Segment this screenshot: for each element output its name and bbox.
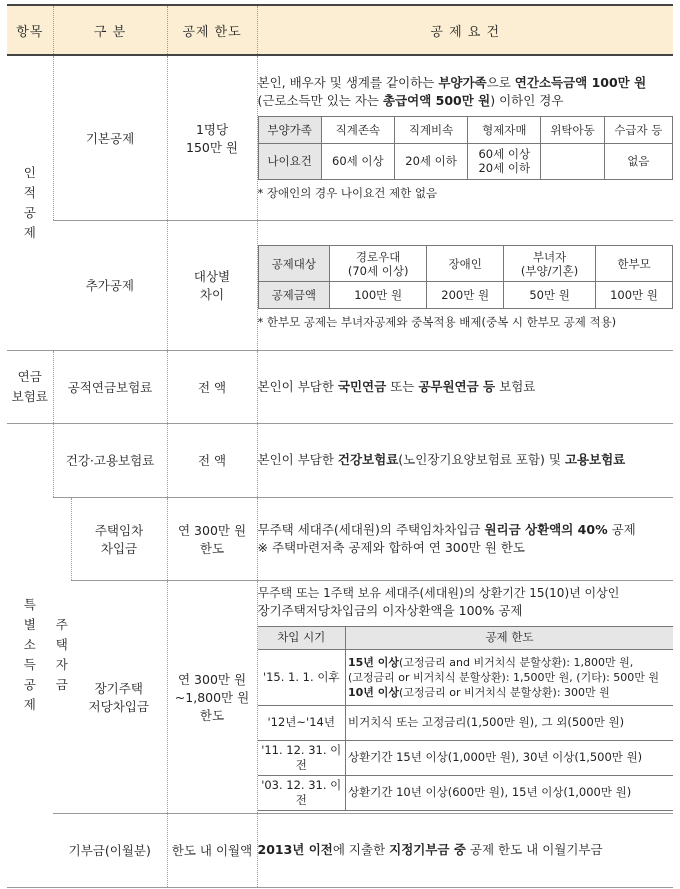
bold-text: 지정기부금 중: [389, 842, 466, 857]
housing-fund-label: [53, 497, 71, 813]
sub-header: 차입 시기: [258, 626, 346, 649]
bold-text: 연간소득금액 100만 원: [514, 74, 647, 90]
sub-header: 공제 한도: [346, 626, 674, 649]
category-donation: 기부금(이월분): [53, 813, 167, 887]
limit-cell: [346, 649, 674, 705]
text: 공제 한도 내 이월기부금: [465, 842, 603, 857]
category-line: 주택임차: [94, 522, 144, 538]
row-insurance: [7, 423, 673, 497]
limit-line: 연 300만 원: [177, 671, 247, 687]
limit-line: 한도: [199, 540, 225, 556]
requirement-line: 장기주택저당차입금의 이자상환액을 100% 공제: [257, 602, 523, 618]
text: 본인이 부담한: [257, 378, 338, 394]
limit-detail-line: [348, 670, 671, 685]
item-special-char: 득: [23, 657, 36, 672]
sub-header: 수급자 등: [604, 116, 672, 143]
bold-text: 국민연금: [337, 378, 387, 394]
item-personal: [7, 55, 53, 350]
text: 으로: [486, 74, 515, 90]
sub-label: 나이요건: [258, 143, 321, 179]
sub-header: 한부모: [596, 246, 673, 282]
limit-line: ~1,800만 원: [174, 689, 250, 705]
sub-header: 직계비속: [394, 116, 467, 143]
text: 또는: [386, 378, 419, 394]
category-line: 장기주택: [94, 680, 143, 696]
note: * 장애인의 경우 나이요건 제한 없음: [257, 185, 438, 200]
sub-header: 장애인: [427, 246, 504, 282]
period-cell: '15. 1. 1. 이후: [258, 649, 346, 705]
item-personal-char: 적: [23, 184, 36, 200]
requirement-line: [258, 92, 674, 110]
limit-line: 연 300만 원: [177, 522, 247, 538]
requirement-line: ※ 주택마련저축 공제와 합하여 연 300만 원 한도: [257, 539, 525, 555]
item-special-char: 소: [23, 637, 36, 652]
sub-header: 위탁아동: [541, 116, 604, 143]
limit-cell: 상환기간 10년 이상(600만 원), 15년 이상(1,000만 원): [346, 775, 674, 810]
text: 보험료: [495, 378, 536, 394]
requirement-extra: [257, 220, 673, 350]
item-special-char: 공: [23, 677, 36, 692]
bold-text: 15년 이상: [348, 655, 400, 669]
sub-header: 부양가족: [258, 116, 321, 143]
item-special-char: 특: [23, 597, 36, 612]
sub-cell: 없음: [604, 143, 672, 179]
text: (고정금리 or 비거치식 분할상환): 300만 원: [399, 685, 610, 699]
limit-detail-line: [348, 685, 671, 700]
sub-cell: 50만 원: [504, 282, 596, 309]
bold-text: 공무원연금 등: [418, 378, 496, 394]
item-special: [7, 423, 53, 887]
limit-basic: [167, 55, 257, 220]
dependent-age-table: [258, 116, 674, 180]
sub-header: 직계존속: [321, 116, 394, 143]
item-personal-char: 공: [23, 204, 36, 220]
category-line: 저당차입금: [88, 698, 149, 714]
row-basic-deduction: [7, 55, 673, 220]
header-item: 항목: [7, 5, 53, 55]
bold-text: 2013년 이전: [257, 842, 333, 857]
text: (노인장기요양보험료 포함) 및: [398, 452, 565, 467]
limit-line: 한도: [199, 707, 225, 723]
row-mortgage: [7, 580, 673, 813]
text: 공제: [607, 521, 636, 537]
bold-text: 10년 이상: [348, 685, 400, 699]
sub-cell: 100만 원: [596, 282, 673, 309]
category-line: 차입금: [100, 540, 138, 556]
deduction-table-page: [7, 4, 673, 888]
sub-header: 부녀자 (부양/기혼): [504, 246, 596, 282]
row-donation: [7, 813, 673, 887]
text: (근로소득만 있는 자는: [257, 92, 383, 108]
category-mortgage: [71, 580, 167, 813]
text: 무주택 세대주(세대원)의 주택임차차입금: [257, 521, 485, 537]
category-extra: 추가공제: [53, 220, 167, 350]
note: * 한부모 공제는 부녀자공제와 중복적용 배제(중복 시 한부모 공제 적용): [257, 315, 617, 329]
bold-text: 건강보험료: [337, 452, 399, 467]
limit-insurance: 전 액: [167, 423, 257, 497]
requirement-line: [258, 74, 674, 92]
bold-text: 원리금 상환액의 40%: [484, 521, 608, 537]
limit-pension: 전 액: [167, 350, 257, 423]
requirement-basic: [257, 55, 673, 220]
housing-label-char: 택: [55, 637, 68, 652]
requirement-insurance: [257, 423, 673, 497]
item-pension-line: 연금: [17, 368, 42, 384]
requirement-donation: [257, 813, 673, 887]
item-pension-line: 보험료: [11, 388, 48, 404]
housing-label-char: 금: [55, 677, 68, 692]
sub-cell: 100만 원: [330, 282, 427, 309]
requirement-mortgage: [257, 580, 673, 813]
mortgage-limit-table: [258, 626, 674, 811]
limit-cell: 상환기간 15년 이상(1,000만 원), 30년 이상(1,500만 원): [346, 740, 674, 775]
sub-label: 공제금액: [258, 282, 330, 309]
limit-line: 1명당: [195, 121, 229, 137]
sub-label: 공제대상: [258, 246, 330, 282]
table-header-row: [7, 5, 673, 55]
period-cell: '12년~'14년: [258, 705, 346, 740]
item-special-char: 제: [23, 697, 36, 712]
item-personal-char: 제: [23, 224, 36, 240]
sub-cell: 60세 이상 20세 이하: [468, 143, 541, 179]
bold-text: 부양가족: [438, 74, 487, 90]
deduction-table: [7, 4, 673, 888]
limit-donation: 한도 내 이월액: [167, 813, 257, 887]
text: 본인이 부담한: [257, 452, 338, 467]
limit-line: 150만 원: [186, 139, 238, 155]
limit-line: 차이: [199, 287, 225, 302]
item-special-char: 별: [23, 617, 36, 632]
category-pension: 공적연금보험료: [53, 350, 167, 423]
row-pension: [7, 350, 673, 423]
limit-mortgage: [167, 580, 257, 813]
extra-deduction-table: [258, 245, 674, 309]
category-basic: 기본공제: [53, 55, 167, 220]
category-rent: [71, 497, 167, 580]
limit-detail-line: [348, 655, 671, 670]
row-housing-rent: [7, 497, 673, 580]
period-cell: '11. 12. 31. 이전: [258, 740, 346, 775]
text: 본인, 배우자 및 생계를 같이하는: [257, 74, 439, 90]
item-personal-char: 인: [23, 164, 36, 180]
requirement-rent: [257, 497, 673, 580]
limit-extra: [167, 220, 257, 350]
header-requirement: 공 제 요 건: [257, 5, 673, 55]
header-limit: 공제 한도: [167, 5, 257, 55]
sub-cell: [541, 143, 604, 179]
housing-label-char: 자: [55, 657, 68, 672]
housing-label-char: 주: [55, 617, 68, 632]
bold-text: 고용보험료: [564, 452, 626, 467]
sub-cell: 60세 이상: [321, 143, 394, 179]
sub-header: 형제자매: [468, 116, 541, 143]
period-cell: '03. 12. 31. 이전: [258, 775, 346, 810]
sub-cell: 20세 이하: [394, 143, 467, 179]
requirement-pension: [257, 350, 673, 423]
sub-header: 경로우대 (70세 이상): [330, 246, 427, 282]
bold-text: 총급여액 500만 원: [382, 92, 491, 108]
requirement-line: [258, 521, 674, 539]
header-category: 구 분: [53, 5, 167, 55]
item-pension: [7, 350, 53, 423]
requirement-line: 무주택 또는 1주택 보유 세대주(세대원)의 상환기간 15(10)년 이상인: [257, 585, 620, 600]
text: (고정금리 or 비거치식 분할상환): 1,500만 원, (기타): 500만 원: [348, 670, 660, 684]
sub-cell: 200만 원: [427, 282, 504, 309]
limit-cell: 비거치식 또는 고정금리(1,500만 원), 그 외(500만 원): [346, 705, 674, 740]
text: (고정금리 and 비거치식 분할상환): 1,800만 원,: [399, 655, 634, 669]
limit-line: 대상별: [193, 269, 231, 284]
limit-rent: [167, 497, 257, 580]
category-insurance: 건강·고용보험료: [53, 423, 167, 497]
text: 에 지출한: [332, 842, 390, 857]
row-extra-deduction: [7, 220, 673, 350]
text: ) 이하인 경우: [490, 92, 564, 108]
